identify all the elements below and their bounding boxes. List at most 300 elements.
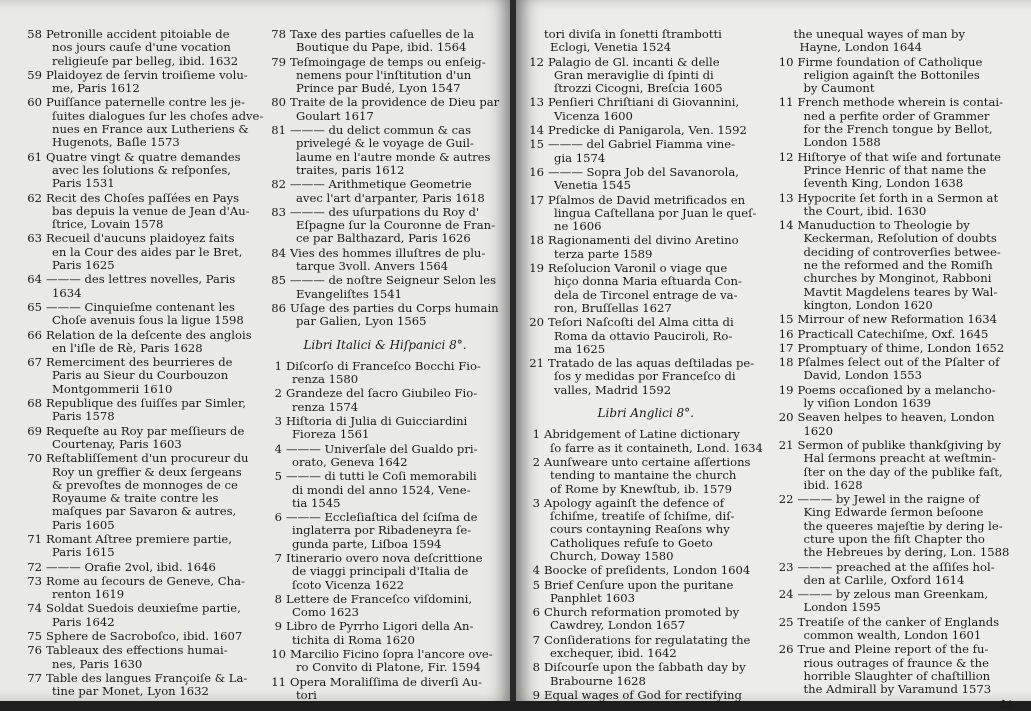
entry-line: Brief Cenſure upon the puritane	[544, 577, 734, 592]
entry-line: Pſalmes ſelect out of the Pſalter of	[797, 355, 1000, 370]
entry-line: lingua Caſtellana por Juan le queſ-	[554, 205, 757, 220]
entry-number: 67	[27, 355, 42, 370]
entry-text	[798, 439, 1016, 492]
entry-number: 72	[27, 559, 42, 574]
entry-line: Reſtabliſſement d'un procureur du	[46, 451, 249, 466]
catalog-entry	[776, 356, 1016, 383]
entry-number: 22	[778, 492, 794, 507]
entry-line: rious outrages of fraunce & the	[803, 655, 989, 670]
entry-number: 14	[778, 218, 794, 233]
entry-text	[46, 602, 258, 629]
entry-line: Seaven helpes to heaven, London	[797, 410, 995, 425]
entry-line: Hypocrite ſet forth in a Sermon at	[797, 190, 999, 205]
catalog-entry	[268, 274, 502, 301]
entry-line: Courtenay, Paris 1603	[52, 436, 182, 451]
catalog-entry	[526, 661, 766, 688]
entry-line: Eclogi, Venetia 1524	[550, 40, 672, 55]
entry-line: ——— by zelous man Greenkam,	[797, 587, 989, 602]
entry-line: de viaggi principali d'Italia de	[292, 564, 469, 579]
entry-number: 77	[27, 670, 42, 685]
entry-number: 58	[27, 27, 42, 41]
entry-number: 2	[274, 386, 282, 401]
entry-number: 26	[778, 642, 794, 657]
entry-number: 69	[27, 423, 42, 438]
entry-text	[548, 234, 766, 261]
entry-line: French methode wherein is contai-	[797, 95, 1003, 110]
entry-number: 6	[532, 605, 540, 620]
catalog-entry	[268, 360, 502, 387]
catalog-entry	[268, 593, 502, 620]
entry-text	[548, 138, 766, 165]
entry-line: tending to mantaine the church	[550, 468, 737, 483]
entry-text	[798, 643, 1016, 696]
entry-line: Palagio de Gl. incanti & delle	[548, 54, 720, 69]
entry-text	[798, 384, 1016, 411]
entry-text	[544, 28, 766, 55]
entry-text	[290, 56, 502, 96]
entry-line: ——— des lettres novelles, Paris	[46, 272, 236, 287]
catalog-entry	[526, 606, 766, 633]
entry-number: 1	[532, 427, 540, 442]
catalog-entry	[268, 124, 502, 177]
catalog-entry	[24, 672, 258, 699]
entry-line: Tratado de las aquas deſtiladas pe-	[548, 356, 755, 371]
entry-line: Cawdrey, London 1657	[550, 618, 686, 633]
entry-line: Penſieri Chriſtiani di Giovannini,	[548, 95, 740, 110]
catalog-entry	[776, 561, 1016, 588]
entry-text	[46, 273, 258, 300]
entry-text	[46, 630, 258, 643]
entry-text	[544, 579, 766, 606]
entry-text	[46, 561, 258, 574]
entry-number: 63	[27, 231, 42, 246]
catalog-entry	[776, 328, 1016, 341]
entry-number: 7	[274, 550, 282, 565]
entry-text	[46, 425, 258, 452]
entry-line: ſtrice, Lovain 1578	[52, 217, 164, 232]
catalog-entry	[24, 301, 258, 328]
entry-line: ro Convito di Platone, Fir. 1594	[296, 660, 481, 675]
entry-line: Prince par Budé, Lyon 1547	[296, 81, 461, 96]
catalog-entry	[776, 616, 1016, 643]
entry-line: maſques par Savaron & autres,	[52, 504, 237, 519]
entry-number: 3	[274, 414, 282, 429]
entry-text	[286, 470, 502, 510]
entry-number: 6	[274, 510, 282, 525]
catalog-entry	[268, 28, 502, 55]
entry-number: 17	[529, 192, 544, 207]
entry-line: exchequer, ibid. 1642	[550, 646, 677, 661]
entry-line: David, London 1553	[803, 368, 922, 383]
entry-text	[290, 247, 502, 274]
catalog-entry	[776, 411, 1016, 438]
entry-line: nemens pour l'inſtitution d'un	[296, 67, 472, 82]
entry-number: 18	[778, 355, 794, 370]
catalog-entry	[776, 588, 1016, 615]
entry-text	[290, 96, 502, 123]
catalog-entry	[268, 387, 502, 414]
entry-number: 74	[27, 601, 42, 616]
entry-line: Recit des Choſes paſſées en Pays	[46, 190, 240, 205]
entry-line: dela de Tirconel entrage de va-	[554, 287, 738, 302]
right-page-column-2	[776, 27, 1016, 711]
catalog-entry	[24, 561, 258, 574]
entry-line: the Court, ibid. 1630	[803, 203, 927, 218]
entry-line: Firme foundation of Catholique	[797, 54, 983, 69]
entry-line: Soldat Suedois deuxieſme partie,	[46, 601, 241, 616]
catalog-entry	[526, 124, 766, 137]
entry-line: tarque 3voll. Anvers 1564	[296, 259, 449, 274]
entry-line: Treatiſe of the canker of Englands	[797, 614, 1000, 629]
catalog-entry	[268, 247, 502, 274]
entry-line: Hayne, London 1644	[799, 40, 922, 55]
entry-line: Panphlet 1603	[550, 590, 635, 605]
entry-number: 9	[274, 619, 282, 634]
entry-line: privelegé & le voyage de Guil-	[296, 136, 474, 151]
left-page	[0, 0, 512, 701]
entry-line: renza 1580	[292, 372, 359, 387]
catalog-entry	[24, 630, 258, 643]
entry-line: Lettere de Franceſco viſdomini,	[286, 591, 473, 606]
catalog-entry	[268, 511, 502, 551]
entry-line: Ragionamenti del divino Aretino	[548, 233, 739, 248]
catchword: Li-	[1000, 697, 1015, 711]
catalog-entry	[776, 493, 1016, 559]
entry-text	[798, 151, 1016, 191]
entry-text	[46, 192, 258, 232]
entry-text	[46, 329, 258, 356]
entry-text	[548, 124, 766, 137]
entry-number: 82	[271, 177, 286, 192]
entry-line: renton 1619	[52, 587, 125, 602]
entry-line: Evangeliſtes 1541	[296, 286, 403, 301]
entry-line: Roma da ottavio Pauciroli, Ro-	[554, 328, 733, 343]
entry-number: 16	[529, 164, 544, 179]
catalog-entry	[268, 302, 502, 329]
entry-line: Mirrour of new Reformation 1634	[797, 312, 998, 327]
entry-line: Paris 1531	[52, 176, 115, 191]
entry-text	[46, 644, 258, 671]
entry-line: Promptuary of thime, London 1652	[797, 340, 1005, 355]
entry-line: orato, Geneva 1642	[292, 454, 408, 469]
entry-line: the Hebreues by dering, Lon. 1588	[803, 545, 1010, 560]
entry-number: 24	[778, 587, 794, 602]
entry-line: for the French tongue by Bellot,	[803, 122, 993, 137]
entry-number: 2	[532, 454, 540, 469]
entry-text	[794, 28, 1016, 55]
entry-line: Poems occaſioned by a melancho-	[797, 382, 996, 397]
entry-line: ——— Orafie 2vol, ibid. 1646	[46, 559, 216, 574]
entry-line: Goulart 1617	[296, 108, 374, 123]
entry-line: Itinerario overo nova deſcrittione	[286, 550, 483, 565]
entry-number: 25	[778, 614, 794, 629]
catalog-entry	[24, 425, 258, 452]
entry-line: ned a perfite order of Grammer	[803, 108, 990, 123]
entry-line: ma 1625	[554, 341, 606, 356]
entry-line: Uſage des parties du Corps humain	[290, 300, 499, 315]
catalog-entry	[24, 533, 258, 560]
entry-line: Grandeze del ſacro Giubileo Fio-	[286, 386, 478, 401]
entry-number: 8	[274, 591, 282, 606]
entry-text	[798, 561, 1016, 588]
catalog-entry	[268, 552, 502, 592]
catalog-entry	[268, 178, 502, 205]
entry-line: religion againſt the Bottoniles	[803, 67, 980, 82]
entry-line: tine par Monet, Lyon 1632	[52, 684, 209, 699]
entry-number: 4	[532, 563, 540, 578]
entry-line: ——— del Gabriel Fiamma vine-	[548, 137, 735, 152]
catalog-entry	[24, 151, 258, 191]
entry-line: Petronille accident pitoiable de	[46, 27, 230, 41]
entry-number: 4	[274, 441, 282, 456]
entry-text	[798, 219, 1016, 312]
entry-line: deciding of controverſies betwee-	[803, 244, 1001, 259]
entry-text	[798, 411, 1016, 438]
entry-line: Relation de la deſcente des anglois	[46, 327, 252, 342]
entry-line: Romant Aſtree premiere partie,	[46, 531, 232, 546]
entry-line: Mavtit Magdelens teares by Wal-	[803, 284, 998, 299]
entry-line: 1620	[803, 423, 834, 438]
catalog-entry	[526, 234, 766, 261]
catalog-entry	[268, 56, 502, 96]
entry-line: inglaterra por Ribadeneyra ſe-	[292, 523, 472, 538]
entry-line: Marcilio Ficino ſopra l'ancore ove-	[290, 647, 493, 662]
entry-line: avec les ſolutions & reſponſes,	[52, 162, 231, 177]
entry-line: Hal ſermons preacht at weſtmin-	[803, 451, 996, 466]
english-list-continued	[776, 28, 1016, 697]
catalog-entry	[776, 192, 1016, 219]
entry-text	[548, 56, 766, 96]
catalog-entry	[24, 69, 258, 96]
left-page-column-1	[24, 27, 264, 701]
entry-number: 66	[27, 327, 42, 342]
entry-number: 9	[532, 687, 540, 702]
entry-text	[548, 316, 766, 356]
entry-line: by Caumont	[803, 81, 875, 96]
entry-text	[548, 357, 766, 397]
english-list	[526, 428, 766, 702]
entry-text	[286, 387, 502, 414]
catalog-entry	[24, 232, 258, 272]
entry-line: ——— de noſtre Seigneur Selon les	[290, 273, 497, 288]
entry-line: Vies des hommes illuſtres de plu-	[290, 245, 486, 260]
catalog-entry	[268, 648, 502, 675]
entry-number: 20	[778, 410, 794, 425]
entry-text	[548, 194, 766, 234]
entry-text	[46, 356, 258, 396]
entry-line: Table des langues Françoiſe & La-	[46, 670, 248, 685]
entry-number: 1	[274, 358, 282, 373]
entry-line: Puiſſance paternelle contre les je-	[46, 95, 245, 110]
entry-line: ibid. 1628	[803, 477, 863, 492]
entry-line: Boutique du Pape, ibid. 1564	[296, 40, 467, 55]
entry-line: nes, Paris 1630	[52, 656, 143, 671]
entry-line: ſuites dialogues ſur les choſes adve-	[52, 108, 264, 123]
entry-number: 75	[27, 629, 42, 644]
entry-text	[798, 313, 1016, 326]
catalog-entry	[526, 96, 766, 123]
entry-line: di mondi del anno 1524, Vene-	[292, 482, 471, 497]
entry-line: traites, paris 1612	[296, 162, 405, 177]
entry-text	[286, 593, 502, 620]
entry-number: 17	[778, 340, 794, 355]
catalog-entry	[24, 95, 264, 150]
catalog-entry	[526, 28, 766, 55]
catalog-entry	[776, 56, 1016, 96]
entry-line: Hugenots, Baſle 1573	[52, 135, 180, 150]
entry-text	[798, 96, 1016, 149]
entry-line: Fioreza 1561	[292, 427, 370, 442]
entry-line: bas depuis la venue de Jean d'Au-	[52, 203, 250, 218]
entry-text	[544, 634, 766, 661]
right-page	[516, 0, 1031, 711]
entry-number: 85	[271, 273, 286, 288]
entry-line: Montgommerii 1610	[52, 381, 173, 396]
catalog-entry	[776, 96, 1016, 149]
entry-text	[548, 262, 766, 315]
entry-number: 59	[27, 67, 42, 82]
catalog-entry	[268, 206, 502, 246]
entry-text	[286, 360, 502, 387]
catalog-entry	[526, 689, 766, 702]
entry-number: 61	[27, 149, 42, 164]
entry-line: Apology againſt the defence of	[544, 495, 725, 510]
entry-line: ——— preached at the aſſiſes hol-	[797, 559, 995, 574]
entry-text	[798, 328, 1016, 341]
entry-line: gia 1574	[554, 150, 606, 165]
entry-line: Brabourne 1628	[550, 673, 646, 688]
entry-line: cours contayning Reaſons why	[550, 522, 730, 537]
entry-line: Opera Moraliſſima de diverſi Au-	[290, 674, 483, 689]
entry-line: valles, Madrid 1592	[554, 382, 672, 397]
entry-line: renza 1574	[292, 399, 359, 414]
catalog-entry	[526, 138, 766, 165]
entry-line: den at Carlile, Oxford 1614	[803, 572, 965, 587]
entry-line: Sphere de Sacroboſco, ibid. 1607	[46, 629, 243, 644]
entry-line: ſeventh King, London 1638	[803, 176, 964, 191]
entry-text	[46, 301, 258, 328]
catalog-entry	[268, 620, 502, 647]
catalog-entry	[24, 329, 258, 356]
entry-text	[286, 552, 502, 592]
entry-text	[798, 56, 1016, 96]
entry-number: 11	[271, 674, 286, 689]
catalog-entry	[24, 273, 258, 300]
entry-line: Church, Doway 1580	[550, 548, 674, 563]
entry-line: Reſolucion Varonil o viage que	[548, 261, 728, 276]
entry-line: Plaidoyez de ſervin troiſieme volu-	[46, 67, 248, 82]
catalog-entry	[268, 676, 502, 703]
entry-line: ſtrozzi Cicogni, Breſcia 1605	[554, 81, 723, 96]
entry-number: 70	[27, 451, 42, 466]
catalog-entry	[776, 151, 1016, 191]
entry-line: Paris au Sieur du Courbouzon	[52, 368, 229, 383]
entry-text	[544, 564, 766, 577]
entry-line: avec l'art d'arpanter, Paris 1618	[296, 190, 485, 205]
entry-text	[290, 178, 502, 205]
entry-text	[290, 648, 502, 675]
entry-number: 83	[271, 204, 286, 219]
entry-text	[544, 456, 766, 496]
entry-text	[46, 151, 258, 191]
entry-line: the unequal wayes of man by	[793, 27, 966, 41]
entry-line: the queeres majeſtie by dering le-	[803, 518, 1003, 533]
section-heading-italian-spanish: Libri Italici & Hiſpanici 8°.	[303, 337, 467, 352]
entry-line: common wealth, London 1601	[803, 628, 982, 643]
entry-line: Paris 1605	[52, 517, 115, 532]
entry-text	[290, 28, 502, 55]
entry-text	[290, 124, 502, 177]
entry-line: kington, London 1620	[803, 297, 933, 312]
entry-line: Aunſweare unto certaine aſſertions	[544, 454, 751, 469]
entry-number: 68	[27, 396, 42, 411]
catalog-entry	[24, 356, 258, 396]
entry-line: Recueil d'aucuns plaidoyez faits	[46, 231, 235, 246]
entry-text	[46, 397, 258, 424]
entry-text	[798, 616, 1016, 643]
catalog-entry	[526, 316, 766, 356]
entry-number: 15	[529, 137, 544, 152]
catalog-entry	[526, 194, 766, 234]
catalog-entry	[24, 28, 258, 68]
entry-line: Diſcourſe upon the ſabbath day by	[544, 660, 746, 675]
entry-line: Diſcorſo di Franceſco Bocchi Fio-	[286, 358, 481, 373]
entry-line: nues en France aux Lutheriens &	[52, 122, 249, 137]
entry-text	[544, 606, 766, 633]
catalog-entry	[268, 443, 502, 470]
entry-text	[798, 493, 1016, 559]
entry-text	[548, 96, 766, 123]
entry-line: Conſiderations for regulatating the	[544, 632, 751, 647]
catalog-entry	[776, 28, 1016, 55]
entry-text	[798, 192, 1016, 219]
entry-line: Paris 1578	[52, 409, 115, 424]
catalog-entry	[526, 428, 766, 455]
entry-line: London 1588	[803, 135, 881, 150]
entry-line: Vicenza 1600	[554, 108, 633, 123]
entry-number: 86	[271, 300, 286, 315]
entry-number: 3	[532, 495, 540, 510]
entry-text	[46, 95, 264, 150]
entry-line: the Admirall by Varamund 1573	[803, 682, 992, 697]
entry-line: gunda parte, Liſboa 1594	[292, 536, 442, 551]
entry-text	[290, 302, 502, 329]
entry-line: Rome au ſecours de Geneve, Cha-	[46, 573, 245, 588]
entry-number: 84	[271, 245, 286, 260]
entry-number: 71	[27, 531, 42, 546]
entry-text	[46, 452, 258, 532]
entry-number: 16	[778, 326, 794, 341]
entry-number: 7	[532, 632, 540, 647]
entry-line: Libro de Pyrrho Ligori della An-	[286, 619, 474, 634]
entry-text	[798, 356, 1016, 383]
catalog-entry	[526, 357, 766, 397]
entry-number: 62	[27, 190, 42, 205]
entry-line: Manuduction to Theologie by	[797, 218, 970, 233]
entry-text	[544, 661, 766, 688]
entry-line: Keckerman, Reſolution of doubts	[803, 231, 997, 246]
catalog-entry	[776, 313, 1016, 326]
entry-line: 1634	[52, 285, 82, 300]
entry-text	[290, 274, 502, 301]
entry-number: 79	[271, 54, 286, 69]
entry-line: ce par Balthazard, Paris 1626	[296, 231, 471, 246]
entry-line: Predicke di Panigarola, Ven. 1592	[548, 123, 747, 138]
entry-line: Sermon of publike thankſgiving by	[797, 437, 1001, 452]
entry-line: London 1595	[803, 600, 881, 615]
entry-line: Paris 1625	[52, 258, 115, 273]
catalog-entry	[24, 397, 258, 424]
